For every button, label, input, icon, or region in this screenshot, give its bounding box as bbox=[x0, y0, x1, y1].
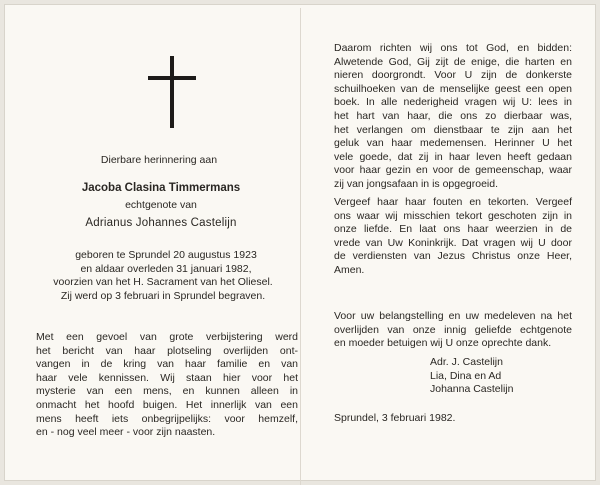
text-line: mysterie van een mens, en kunnen alleen in bbox=[36, 385, 298, 398]
text-line: het hart van haar, die ons zo dierbaar was, bbox=[334, 109, 572, 122]
signatory: Lia, Dina en Ad bbox=[430, 369, 502, 382]
text-line: voor haar gezin en voor de gemeenschap, waar bbox=[334, 164, 572, 177]
spouse-label: echtgenote van bbox=[125, 199, 197, 211]
card-fold bbox=[300, 8, 301, 485]
text-line: schuilhoeken van de menselijke geest een open bbox=[334, 82, 572, 95]
detail-line: voorzien van het H. Sacrament van het Oliesel. bbox=[53, 276, 273, 288]
text-line: onmacht het hoofd buigen. Het innerlijk van een bbox=[36, 398, 298, 411]
text-line: Met een gevoel van grote verbijstering werd bbox=[36, 331, 298, 343]
detail-line: en aldaar overleden 31 januari 1982, bbox=[80, 262, 252, 275]
text-line: de verdiensten van Jezus Christus onze Heer, bbox=[334, 250, 572, 263]
signatories bbox=[430, 356, 590, 397]
text-line: nieren doorgrondt. Voor U zijn de donkerste bbox=[334, 69, 572, 82]
text-line: Alwetende God, Gij zijt de enige, die harten en bbox=[334, 55, 572, 68]
text-line: ons waar wij misschien tekort geschoten zijn in bbox=[334, 209, 572, 222]
signatory: Johanna Castelijn bbox=[430, 383, 514, 395]
text-line: vele goede, dat zij in haar leven heeft gedaan bbox=[334, 150, 572, 163]
detail-line: geboren te Sprundel 20 augustus 1923 bbox=[75, 249, 257, 261]
text-line: en - nog veel meer - voor zijn naasten. bbox=[36, 426, 216, 439]
cross-icon bbox=[148, 56, 196, 128]
text-line: en moeder betuigen wij U onze oprechte dank. bbox=[334, 337, 552, 350]
text-line: haar vele kennissen. Wij staan hier voor het bbox=[36, 371, 298, 384]
text-line: Voor uw belangstelling en uw medeleven na het bbox=[334, 310, 572, 322]
text-line: het verlangen om dienstbaar te zijn aan het bbox=[334, 123, 572, 136]
date-line: Sprundel, 3 februari 1982. bbox=[334, 412, 456, 424]
prayer-paragraph bbox=[334, 42, 572, 192]
life-details bbox=[18, 249, 308, 303]
spouse-name: Adrianus Johannes Castelijn bbox=[85, 217, 237, 229]
intro-line: Dierbare herinnering aan bbox=[100, 154, 218, 166]
text-line: het bericht van haar plotseling overlijden ont- bbox=[36, 344, 298, 357]
text-line: onze liefde. En laat ons haar weerzien in de bbox=[334, 223, 572, 236]
text-line: Amen. bbox=[334, 263, 365, 276]
text-line: overlijden van onze innig geliefde echtgenote bbox=[334, 323, 572, 336]
text-line: geluk van haar medemensen. Herinner U het bbox=[334, 137, 572, 150]
text-line: vrede van Uw Koninkrijk. Dat vragen wij U door bbox=[334, 236, 572, 249]
text-line: zij van jongsafaan in is opgegroeid. bbox=[334, 177, 499, 190]
deceased-name: Jacoba Clasina Timmermans bbox=[81, 182, 241, 194]
memorial-card bbox=[4, 4, 596, 481]
forgiveness-paragraph bbox=[334, 196, 572, 278]
body-paragraph bbox=[36, 331, 298, 440]
text-line: mens heeft iets onbegrijpelijks: voor hemzelf, bbox=[36, 412, 298, 425]
text-line: Daarom richten wij ons tot God, en bidden: bbox=[334, 42, 572, 54]
signatory: Adr. J. Castelijn bbox=[430, 356, 503, 368]
text-line: boek. In alle nederigheid vragen wij U: lees in bbox=[334, 96, 572, 109]
text-line: vangen in de kring van haar familie en van bbox=[36, 358, 298, 371]
text-line: Vergeef haar haar fouten en tekorten. Vergeef bbox=[334, 196, 572, 208]
thanks-paragraph bbox=[334, 310, 572, 351]
detail-line: Zij werd op 3 februari in Sprundel begraven. bbox=[60, 289, 266, 302]
